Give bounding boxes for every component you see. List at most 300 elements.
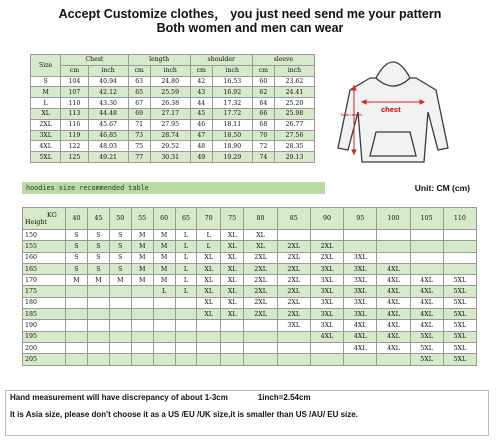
- size-cell: [87, 297, 109, 308]
- measure-cell: 77: [128, 152, 150, 163]
- measure-cell: 28.35: [274, 141, 314, 152]
- measure-cell: 67: [128, 98, 150, 109]
- measure-cell: 43.30: [88, 98, 128, 109]
- size-cell: [175, 354, 197, 365]
- weight-header: 105: [410, 208, 443, 230]
- size-cell: [153, 354, 175, 365]
- size-cell: S: [66, 263, 88, 274]
- measure-cell: 30.31: [150, 152, 190, 163]
- measure-cell: 119: [61, 130, 88, 141]
- size-label: XL: [31, 108, 61, 119]
- size-cell: [443, 230, 476, 241]
- size-cell: 5XL: [443, 297, 476, 308]
- table-row: [23, 342, 477, 353]
- measure-cell: 75: [128, 141, 150, 152]
- height-label: Height: [25, 218, 47, 226]
- measure-cell: 29.13: [274, 152, 314, 163]
- measure-cell: 44.48: [88, 108, 128, 119]
- height-cell: 165: [23, 263, 66, 274]
- size-cell: [66, 331, 88, 342]
- weight-header: 85: [277, 208, 310, 230]
- measure-cell: 29.52: [150, 141, 190, 152]
- size-cell: S: [87, 241, 109, 252]
- size-column-header: Size: [31, 55, 61, 77]
- height-cell: 190: [23, 320, 66, 331]
- size-label: S: [31, 76, 61, 87]
- measure-cell: 25.20: [274, 98, 314, 109]
- size-cell: L: [175, 252, 197, 263]
- size-cell: 4XL: [377, 297, 410, 308]
- size-cell: 3XL: [344, 297, 377, 308]
- title-line-2: Both women and men can wear: [156, 21, 344, 35]
- measure-cell: 62: [252, 87, 274, 98]
- size-cell: [66, 286, 88, 297]
- size-cell: 2XL: [244, 252, 277, 263]
- size-cell: 2XL: [244, 309, 277, 320]
- measure-cell: 46.85: [88, 130, 128, 141]
- size-cell: [66, 320, 88, 331]
- measure-group-header: Chest: [61, 55, 128, 66]
- size-cell: M: [153, 252, 175, 263]
- measure-cell: 60: [252, 76, 274, 87]
- size-cell: M: [153, 275, 175, 286]
- measure-cell: 23.62: [274, 76, 314, 87]
- table-row: [23, 230, 477, 241]
- size-cell: S: [109, 241, 131, 252]
- measure-cell: 125: [61, 152, 88, 163]
- size-cell: S: [66, 230, 88, 241]
- measure-group-header: shoulder: [190, 55, 252, 66]
- measure-cell: 46: [190, 119, 212, 130]
- size-cell: L: [175, 275, 197, 286]
- size-cell: XL: [197, 263, 221, 274]
- size-cell: 4XL: [377, 320, 410, 331]
- size-cell: 2XL: [277, 286, 310, 297]
- unit-header: inch: [274, 65, 314, 76]
- unit-header: inch: [88, 65, 128, 76]
- size-cell: [310, 342, 343, 353]
- weight-header: 100: [377, 208, 410, 230]
- measure-cell: 24.41: [274, 87, 314, 98]
- size-cell: 5XL: [443, 320, 476, 331]
- size-label: 2XL: [31, 119, 61, 130]
- weight-header: 45: [87, 208, 109, 230]
- size-cell: 5XL: [443, 275, 476, 286]
- size-cell: [109, 320, 131, 331]
- measure-cell: 42: [190, 76, 212, 87]
- size-cell: [175, 331, 197, 342]
- size-cell: L: [197, 241, 221, 252]
- size-cell: [220, 342, 244, 353]
- size-cell: XL: [197, 286, 221, 297]
- size-cell: XL: [220, 309, 244, 320]
- measure-cell: 73: [128, 130, 150, 141]
- size-cell: [344, 230, 377, 241]
- size-cell: 3XL: [310, 263, 343, 274]
- height-cell: 155: [23, 241, 66, 252]
- size-cell: 4XL: [410, 297, 443, 308]
- size-cell: 5XL: [443, 331, 476, 342]
- size-cell: XL: [220, 252, 244, 263]
- size-cell: 4XL: [410, 320, 443, 331]
- size-cell: 3XL: [344, 309, 377, 320]
- corner-header: [23, 208, 66, 230]
- height-cell: 185: [23, 309, 66, 320]
- measure-cell: 26.77: [274, 119, 314, 130]
- size-cell: [109, 342, 131, 353]
- table-row: [31, 98, 315, 109]
- size-cell: M: [131, 252, 153, 263]
- measure-cell: 68: [252, 119, 274, 130]
- size-cell: M: [131, 241, 153, 252]
- size-cell: XL: [197, 252, 221, 263]
- weight-header: 55: [131, 208, 153, 230]
- measure-cell: 122: [61, 141, 88, 152]
- table-row: [31, 87, 315, 98]
- chest-label: chest: [381, 105, 401, 114]
- size-cell: XL: [244, 241, 277, 252]
- size-cell: M: [131, 275, 153, 286]
- size-cell: 2XL: [277, 275, 310, 286]
- size-cell: 4XL: [377, 263, 410, 274]
- weight-header-row: [23, 208, 477, 230]
- measure-cell: 27.17: [150, 108, 190, 119]
- size-cell: 3XL: [277, 320, 310, 331]
- size-cell: S: [66, 241, 88, 252]
- size-cell: 3XL: [310, 297, 343, 308]
- size-cell: 2XL: [277, 263, 310, 274]
- size-cell: [197, 342, 221, 353]
- weight-header: 90: [310, 208, 343, 230]
- size-cell: 4XL: [377, 342, 410, 353]
- height-cell: 175: [23, 286, 66, 297]
- size-cell: [109, 297, 131, 308]
- measure-cell: 49: [190, 152, 212, 163]
- measure-cell: 47: [190, 130, 212, 141]
- size-cell: XL: [244, 230, 277, 241]
- size-cell: [153, 309, 175, 320]
- size-cell: [87, 320, 109, 331]
- measure-cell: 42.12: [88, 87, 128, 98]
- size-cell: M: [109, 275, 131, 286]
- size-header-row: [31, 55, 315, 66]
- size-cell: [377, 230, 410, 241]
- size-cell: 2XL: [277, 252, 310, 263]
- size-cell: M: [153, 263, 175, 274]
- measure-cell: 17.32: [212, 98, 252, 109]
- size-cell: [131, 286, 153, 297]
- unit-header: cm: [190, 65, 212, 76]
- measure-cell: 45.67: [88, 119, 128, 130]
- size-cell: [175, 297, 197, 308]
- table-row: [31, 130, 315, 141]
- weight-header: 70: [197, 208, 221, 230]
- size-cell: [175, 342, 197, 353]
- measure-cell: 44: [190, 98, 212, 109]
- measure-cell: 25.98: [274, 108, 314, 119]
- size-cell: [131, 354, 153, 365]
- size-cell: [220, 331, 244, 342]
- size-chart-table: [30, 54, 315, 163]
- size-cell: [277, 331, 310, 342]
- measure-cell: 65: [128, 87, 150, 98]
- size-cell: [277, 354, 310, 365]
- size-cell: [109, 354, 131, 365]
- measure-cell: 19.29: [212, 152, 252, 163]
- kg-label: KG: [47, 211, 57, 219]
- measure-cell: 25.59: [150, 87, 190, 98]
- unit-header: cm: [252, 65, 274, 76]
- measure-cell: 70: [252, 130, 274, 141]
- table-row: [23, 252, 477, 263]
- height-cell: 170: [23, 275, 66, 286]
- table-row: [23, 275, 477, 286]
- inch-conversion: 1inch=2.54cm: [257, 393, 311, 402]
- size-cell: 5XL: [443, 354, 476, 365]
- size-cell: S: [109, 263, 131, 274]
- size-cell: XL: [220, 286, 244, 297]
- size-cell: 5XL: [443, 309, 476, 320]
- size-cell: [310, 230, 343, 241]
- size-cell: XL: [220, 263, 244, 274]
- size-cell: [87, 286, 109, 297]
- measure-cell: 74: [252, 152, 274, 163]
- size-cell: [244, 331, 277, 342]
- size-cell: [197, 320, 221, 331]
- weight-header: 50: [109, 208, 131, 230]
- size-cell: 4XL: [410, 286, 443, 297]
- size-cell: S: [109, 230, 131, 241]
- weight-header: 60: [153, 208, 175, 230]
- measure-group-header: sleeve: [252, 55, 314, 66]
- size-cell: [443, 241, 476, 252]
- hoodie-diagram: [328, 50, 458, 168]
- size-cell: [153, 297, 175, 308]
- measurement-note: [10, 393, 311, 402]
- height-cell: 160: [23, 252, 66, 263]
- height-cell: 150: [23, 230, 66, 241]
- size-cell: 2XL: [310, 252, 343, 263]
- size-cell: 3XL: [344, 252, 377, 263]
- size-cell: L: [175, 263, 197, 274]
- size-cell: [109, 331, 131, 342]
- size-cell: [131, 320, 153, 331]
- size-cell: [66, 309, 88, 320]
- size-cell: XL: [197, 309, 221, 320]
- size-cell: 5XL: [443, 342, 476, 353]
- size-cell: 2XL: [244, 275, 277, 286]
- unit-label: Unit: CM (cm): [414, 183, 470, 193]
- weight-header: 40: [66, 208, 88, 230]
- size-cell: [87, 354, 109, 365]
- asia-size-note: It is Asia size, please don't choose it as a US /EU /UK size,it is smaller than US /AU/ EU size.: [10, 410, 358, 419]
- size-cell: 4XL: [410, 275, 443, 286]
- size-cell: [153, 320, 175, 331]
- unit-header: inch: [150, 65, 190, 76]
- height-cell: 180: [23, 297, 66, 308]
- weight-header: 75: [220, 208, 244, 230]
- measure-cell: 27.95: [150, 119, 190, 130]
- size-cell: 4XL: [344, 331, 377, 342]
- size-cell: [87, 331, 109, 342]
- table-row: [31, 108, 315, 119]
- measure-cell: 69: [128, 108, 150, 119]
- size-cell: 2XL: [277, 309, 310, 320]
- size-cell: 5XL: [410, 342, 443, 353]
- measure-cell: 43: [190, 87, 212, 98]
- size-label: L: [31, 98, 61, 109]
- measure-cell: 24.80: [150, 76, 190, 87]
- measure-cell: 49.21: [88, 152, 128, 163]
- measure-cell: 48: [190, 141, 212, 152]
- size-cell: [277, 342, 310, 353]
- size-label: 4XL: [31, 141, 61, 152]
- size-cell: 2XL: [244, 297, 277, 308]
- size-cell: 5XL: [443, 286, 476, 297]
- size-cell: [220, 354, 244, 365]
- measure-cell: 116: [61, 119, 88, 130]
- size-cell: 3XL: [344, 286, 377, 297]
- size-cell: [109, 309, 131, 320]
- size-cell: M: [66, 275, 88, 286]
- size-cell: [344, 354, 377, 365]
- measure-cell: 48.03: [88, 141, 128, 152]
- size-cell: [66, 354, 88, 365]
- size-cell: [153, 331, 175, 342]
- height-cell: 195: [23, 331, 66, 342]
- size-cell: [175, 309, 197, 320]
- size-cell: [131, 309, 153, 320]
- measure-cell: 18.50: [212, 130, 252, 141]
- unit-header: cm: [128, 65, 150, 76]
- size-cell: S: [87, 230, 109, 241]
- size-cell: 3XL: [344, 263, 377, 274]
- measure-cell: 72: [252, 141, 274, 152]
- table-row: [31, 76, 315, 87]
- size-cell: [377, 252, 410, 263]
- size-cell: 2XL: [277, 241, 310, 252]
- size-cell: [377, 354, 410, 365]
- height-cell: 205: [23, 354, 66, 365]
- title-line-1: Accept Customize clothes， you just need send me your pattern: [58, 7, 442, 21]
- measure-cell: 110: [61, 98, 88, 109]
- size-cell: 3XL: [310, 286, 343, 297]
- measure-cell: 113: [61, 108, 88, 119]
- size-cell: M: [87, 275, 109, 286]
- table-row: [31, 152, 315, 163]
- size-cell: 4XL: [377, 309, 410, 320]
- weight-header: 95: [344, 208, 377, 230]
- size-cell: [87, 309, 109, 320]
- size-cell: S: [87, 263, 109, 274]
- size-cell: [131, 331, 153, 342]
- size-cell: 3XL: [310, 309, 343, 320]
- size-cell: [443, 263, 476, 274]
- size-cell: 4XL: [344, 320, 377, 331]
- size-cell: 5XL: [410, 331, 443, 342]
- size-cell: [410, 263, 443, 274]
- table-row: [23, 309, 477, 320]
- measure-cell: 26.38: [150, 98, 190, 109]
- size-cell: 3XL: [310, 275, 343, 286]
- size-cell: [244, 320, 277, 331]
- size-cell: 4XL: [410, 309, 443, 320]
- size-cell: XL: [220, 241, 244, 252]
- total-length-label: Total Length: [340, 112, 362, 117]
- size-cell: [131, 297, 153, 308]
- size-cell: S: [66, 252, 88, 263]
- table-row: [23, 241, 477, 252]
- size-cell: XL: [197, 297, 221, 308]
- table-row: [23, 331, 477, 342]
- size-cell: 4XL: [310, 331, 343, 342]
- size-cell: [87, 342, 109, 353]
- size-cell: [66, 342, 88, 353]
- size-cell: [410, 241, 443, 252]
- size-cell: [131, 342, 153, 353]
- size-cell: M: [153, 241, 175, 252]
- recommended-table-band: [22, 182, 325, 194]
- size-cell: XL: [220, 275, 244, 286]
- measure-cell: 17.72: [212, 108, 252, 119]
- size-cell: [197, 331, 221, 342]
- table-row: [31, 141, 315, 152]
- size-cell: S: [87, 252, 109, 263]
- size-cell: 4XL: [377, 275, 410, 286]
- size-cell: [66, 297, 88, 308]
- size-cell: [277, 230, 310, 241]
- measure-cell: 63: [128, 76, 150, 87]
- size-cell: 2XL: [244, 263, 277, 274]
- measure-cell: 18.90: [212, 141, 252, 152]
- measure-cell: 104: [61, 76, 88, 87]
- size-cell: S: [109, 252, 131, 263]
- size-cell: [410, 252, 443, 263]
- size-cell: 4XL: [344, 342, 377, 353]
- size-label: 3XL: [31, 130, 61, 141]
- table-row: [31, 119, 315, 130]
- notes-box: [5, 390, 489, 436]
- size-cell: 2XL: [277, 297, 310, 308]
- weight-header: 110: [443, 208, 476, 230]
- size-cell: 5XL: [410, 354, 443, 365]
- size-cell: M: [153, 230, 175, 241]
- size-cell: [443, 252, 476, 263]
- size-cell: M: [131, 263, 153, 274]
- measure-cell: 18.11: [212, 119, 252, 130]
- measure-group-header: length: [128, 55, 190, 66]
- size-cell: L: [153, 286, 175, 297]
- table-row: [23, 354, 477, 365]
- size-cell: [310, 354, 343, 365]
- size-cell: XL: [220, 297, 244, 308]
- size-cell: [244, 342, 277, 353]
- size-cell: 3XL: [344, 275, 377, 286]
- size-cell: L: [175, 230, 197, 241]
- measure-cell: 66: [252, 108, 274, 119]
- size-cell: M: [131, 230, 153, 241]
- measure-cell: 71: [128, 119, 150, 130]
- weight-header: 65: [175, 208, 197, 230]
- size-cell: 4XL: [377, 331, 410, 342]
- measure-cell: 28.74: [150, 130, 190, 141]
- size-cell: [109, 286, 131, 297]
- size-cell: L: [197, 230, 221, 241]
- measurement-discrepancy: Hand measurement will have discrepancy of about 1-3cm: [10, 393, 228, 402]
- size-label: 5XL: [31, 152, 61, 163]
- unit-header: inch: [212, 65, 252, 76]
- size-cell: [410, 230, 443, 241]
